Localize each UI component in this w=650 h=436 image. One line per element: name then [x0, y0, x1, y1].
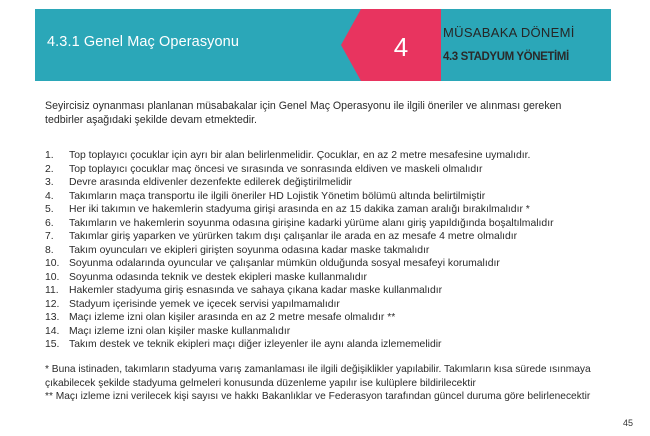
list-item [45, 271, 630, 285]
measures-list [45, 149, 630, 352]
list-item-text: Stadyum içerisinde yemek ve içecek servisi yapılmamalıdır [69, 298, 340, 310]
intro-line: Seyircisiz oynanması planlanan müsabakalar için Genel Maç Operasyonu ile ilgili öneriler ve alınması gereken [45, 100, 562, 112]
list-item-number: 4. [45, 190, 54, 202]
list-item-text: Takımların ve hakemlerin soyunma odasına girişine kadarki yürüme alanı giriş yapıldığında boşaltılmalıdır [69, 217, 554, 229]
list-item [45, 230, 630, 244]
list-item [45, 338, 630, 352]
list-item-text: Soyunma odalarında oyuncular ve çalışanlar mümkün olduğunda sosyal mesafeyi korumalıdır [69, 258, 500, 269]
list-item-text: Soyunma odasında teknik ve destek ekipleri maske kullanmalıdır [69, 271, 368, 283]
list-item-number: 13. [45, 312, 60, 323]
list-item-number: 10. [45, 271, 60, 283]
section-label: MÜSABAKA DÖNEMİ [443, 25, 575, 40]
list-item [45, 298, 630, 312]
list-item-number: 10. [45, 258, 60, 269]
list-item-number: 14. [45, 325, 60, 337]
list-item-number: 8. [45, 244, 54, 256]
list-item [45, 190, 630, 204]
list-item [45, 176, 630, 190]
list-item-number: 5. [45, 204, 54, 215]
list-item-text: Hakemler stadyuma giriş esnasında ve sahaya çıkana kadar maske kullanmalıdır [69, 285, 443, 296]
list-item-text: Takımların maça transportu ile ilgili öneriler HD Lojistik Yönetim bölümü altında belirtilmiştir [69, 190, 486, 202]
list-item [45, 284, 630, 298]
list-item [45, 257, 630, 271]
section-number: 4 [393, 32, 409, 62]
intro-line: tedbirler aşağıdaki şekilde devam etmektedir. [45, 114, 257, 126]
list-item [45, 325, 630, 339]
list-item-text: Maçı izleme izni olan kişiler maske kullanmalıdır [69, 325, 291, 337]
list-item-number: 1. [45, 150, 54, 161]
list-item [45, 163, 630, 177]
list-item-number: 15. [45, 339, 60, 350]
list-item-text: Her iki takımın ve hakemlerin stadyuma girişi arasında en az 15 dakika zaman aralığı bırakılmalıdır * [69, 204, 530, 215]
list-item-number: 6. [45, 217, 54, 229]
list-item-number: 11. [45, 285, 59, 296]
list-item-text: Takım oyuncuları ve ekipleri girişten soyunma odasına kadar maske takmalıdır [69, 244, 430, 256]
list-item-text: Takımlar giriş yaparken ve yürürken takım dışı çalışanlar ile arada en az mesafe 4 metre olmalıdır [69, 231, 518, 242]
list-item-number: 7. [45, 231, 54, 242]
footnotes [45, 363, 635, 404]
list-item-number: 3. [45, 177, 54, 188]
list-item [45, 311, 630, 325]
footnote-line: çıkabilecek şekilde stadyuma gelmeleri konusunda düzenleme yapılır ise kulüplere bildirilecektir [45, 377, 476, 389]
list-item [45, 217, 630, 231]
list-item [45, 203, 630, 217]
list-item-text: Top toplayıcı çocuklar için ayrı bir alan belirlenmelidir. Çocuklar, en az 2 metre mesafesine uymalıdır. [69, 150, 531, 161]
list-item-number: 12. [45, 298, 60, 310]
section-notch [341, 9, 361, 81]
intro-paragraph [45, 99, 625, 127]
list-item-text: Devre arasında eldivenler dezenfekte edilerek değiştirilmelidir [69, 177, 352, 188]
page-number: 45 [622, 418, 633, 428]
list-item [45, 149, 630, 163]
footnote-line: * Buna istinaden, takımların stadyuma varış zamanlaması ile ilgili değişiklikler yapılabilir. Takımların kısa sürede ısınmaya [45, 364, 591, 375]
page-title: 4.3.1 Genel Maç Operasyonu [47, 34, 240, 50]
list-item [45, 244, 630, 258]
list-item-text: Takım destek ve teknik ekipleri maçı diğer izleyenler ile aynı alanda izlememelidir [69, 339, 442, 350]
section-subtitle: 4.3 STADYUM YÖNETİMİ [443, 51, 569, 63]
list-item-text: Top toplayıcı çocuklar maç öncesi ve sırasında ve sonrasında eldiven ve maskeli olmalıdır [69, 163, 483, 175]
footnote-line: ** Maçı izleme izni verilecek kişi sayısı ve hakkı Bakanlıklar ve Federasyon tarafından güncel duruma göre belirlenecektir [45, 391, 591, 402]
list-item-number: 2. [45, 163, 54, 175]
list-item-text: Maçı izleme izni olan kişiler arasında en az 2 metre mesafe olmalıdır ** [69, 312, 396, 323]
